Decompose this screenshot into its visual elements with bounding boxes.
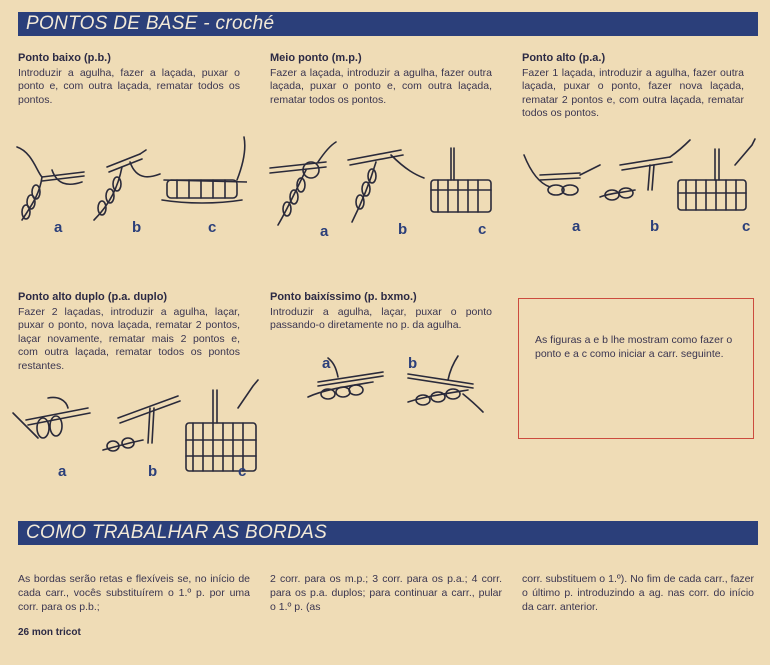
stitch-text: Fazer a laçada, introduzir a agulha, fazer outra laçada, puxar o ponto e, com outra laçada, rematar todos os pontos.: [270, 66, 492, 106]
stitch-text: Fazer 1 laçada, introduzir a agulha, fazer outra laçada, puxar o ponto, fazer nova laçada, rematar 2 pontos e, com outra laçada, rematar todos os pontos.: [522, 66, 744, 119]
section2-title-banner: [18, 521, 758, 545]
illus-label-c: c: [238, 463, 247, 480]
ponto-alto-illustration: [520, 135, 760, 235]
illus-label-a: a: [322, 355, 331, 372]
ponto-baixissimo-illustration: [298, 352, 488, 417]
stitch-title: Meio ponto (m.p.): [270, 52, 362, 64]
stitch-text: Introduzir a agulha, laçar, puxar o ponto passando-o diretamente no p. da agulha.: [270, 305, 492, 331]
illus-label-b: b: [650, 218, 660, 235]
illus-label-a: a: [58, 463, 67, 480]
borders-column-2: 2 corr. para os m.p.; 3 corr. para os p.a.; 4 corr. para os p.a. duplos; para continuar a carr., pular o 1.º p. (as: [270, 573, 502, 613]
section-title: PONTOS DE BASE - croché: [26, 13, 275, 34]
stitch-title: Ponto baixíssimo (p. bxmo.): [270, 291, 417, 303]
page-footer: [18, 627, 81, 638]
magazine-name: mon tricot: [31, 627, 81, 638]
borders-column-3: corr. substituem o 1.º). No fim de cada carr., fazer o último p. introduzindo a ag. nas corr. do início da carr. anterior.: [522, 573, 754, 613]
illus-label-b: b: [132, 219, 142, 236]
stitch-ponto-alto-duplo: [18, 291, 240, 373]
stitch-ponto-alto: [522, 52, 744, 121]
illus-label-b: b: [408, 355, 418, 372]
illus-label-b: b: [148, 463, 158, 480]
stitch-title: Ponto alto duplo (p.a. duplo): [18, 291, 168, 303]
illus-label-c: c: [208, 219, 217, 236]
illus-label-a: a: [54, 219, 63, 236]
stitch-meio-ponto: [270, 52, 492, 107]
stitch-text: Introduzir a agulha, fazer a laçada, puxar o ponto e, com outra laçada, rematar todos os pontos.: [18, 66, 240, 106]
borders-column-1: As bordas serão retas e flexíveis se, no início de cada carr., vocês substituírem o 1.º p. por uma corr. para os p.b.;: [18, 573, 250, 613]
stitch-title: Ponto alto (p.a.): [522, 52, 606, 64]
figure-note-text: As figuras a e b lhe mostram como fazer o ponto e a c como iniciar a carr. seguinte.: [535, 334, 733, 360]
stitch-ponto-baixissimo: [270, 291, 492, 333]
illus-label-a: a: [320, 223, 329, 240]
illus-label-a: a: [572, 218, 581, 235]
meio-ponto-illustration: [266, 140, 496, 240]
ponto-alto-duplo-illustration: [8, 378, 268, 483]
page-number: 26: [18, 627, 30, 638]
stitch-ponto-baixo: [18, 52, 240, 107]
section-title-banner: [18, 12, 758, 36]
figure-note-box: [518, 298, 754, 439]
stitch-title: Ponto baixo (p.b.): [18, 52, 111, 64]
illus-label-c: c: [478, 221, 487, 238]
stitch-text: Fazer 2 laçadas, introduzir a agulha, laçar, puxar o ponto, nova laçada, rematar 2 pontos, laçar novamente, rematar mais 2 pontos e, com outra laçada, rematar todos os pontos restantes.: [18, 305, 240, 372]
section2-title: COMO TRABALHAR AS BORDAS: [26, 522, 328, 543]
illus-label-c: c: [742, 218, 751, 235]
ponto-baixo-illustration: [12, 132, 247, 237]
illus-label-b: b: [398, 221, 408, 238]
